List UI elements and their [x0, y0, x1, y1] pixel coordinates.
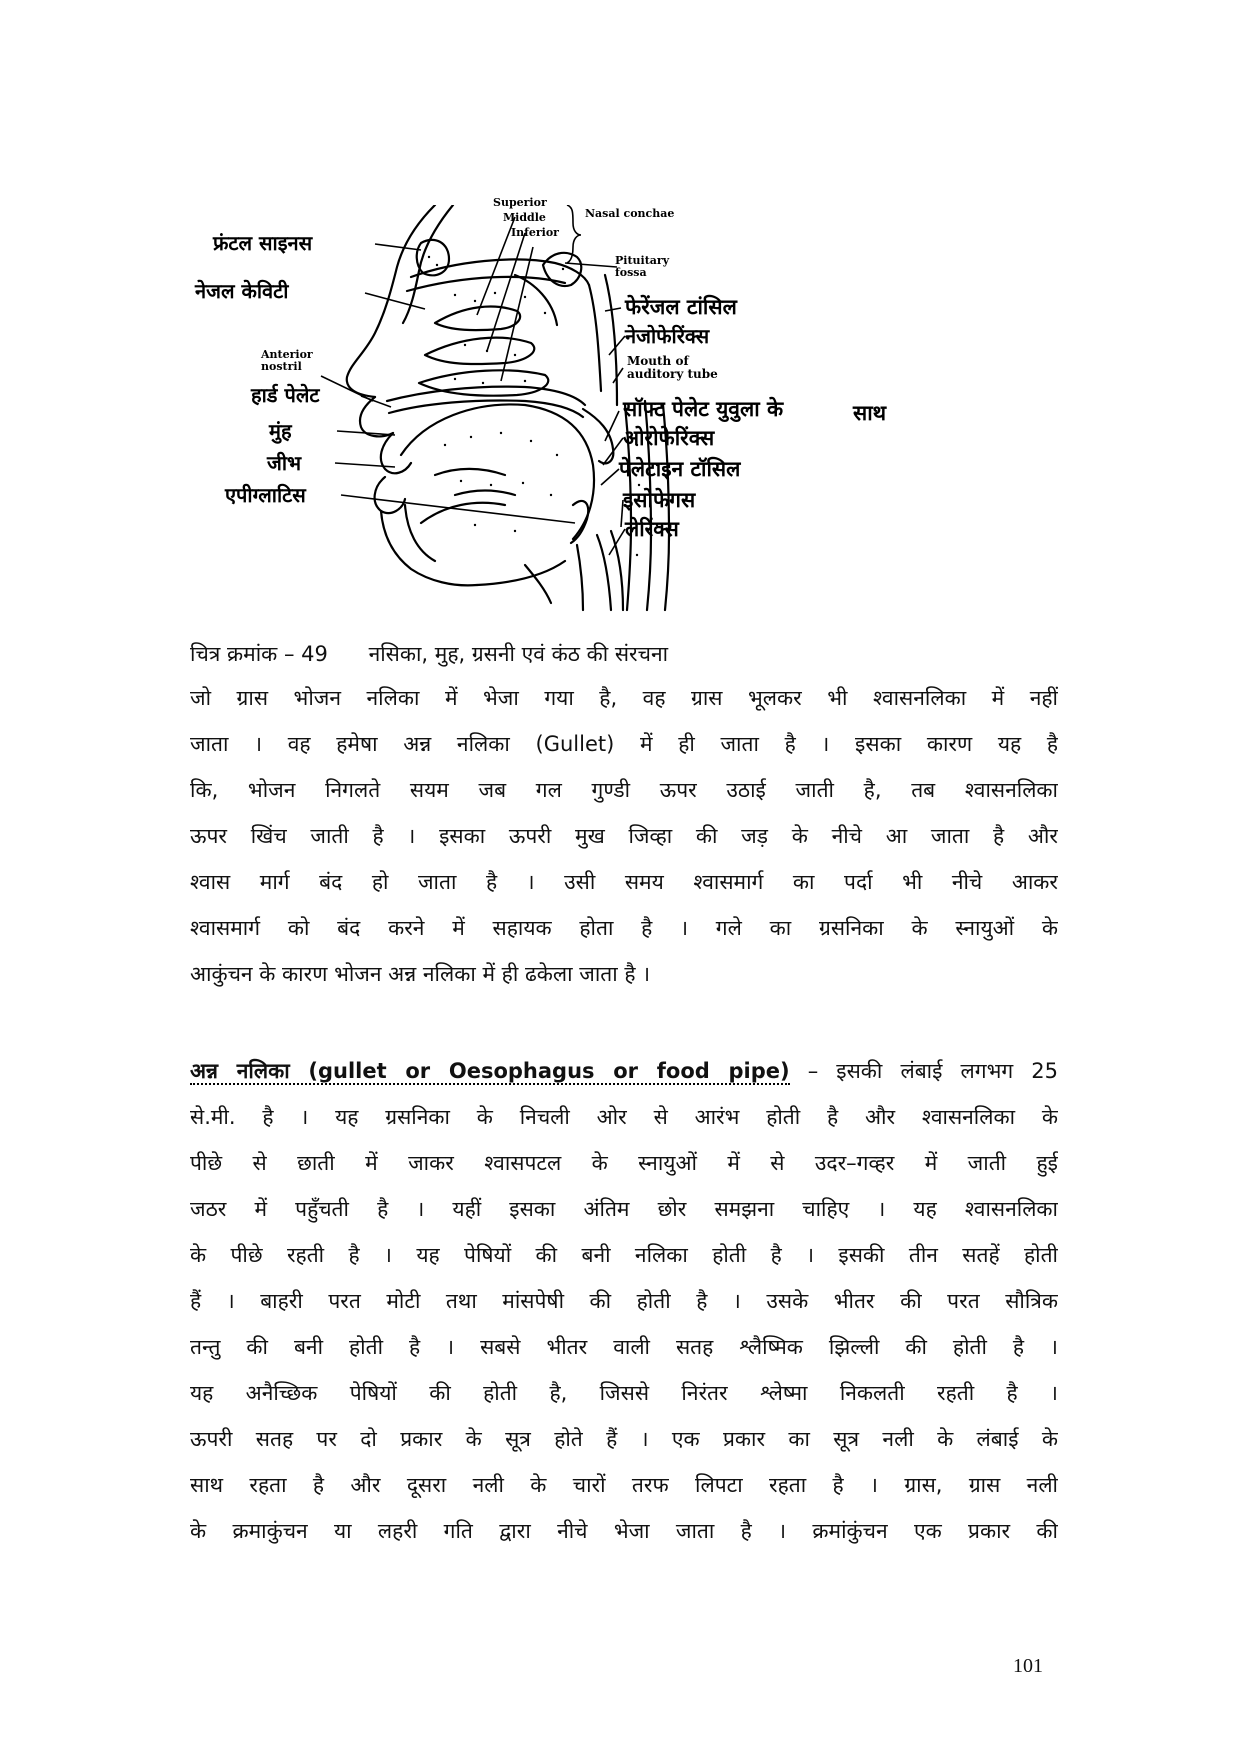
- label-pharyngeal-tonsil: फेरेंजल टांसिल: [625, 295, 737, 319]
- text-line: आकुंचन के कारण भोजन अन्न नलिका में ही ढकेला जाता है ।: [190, 962, 651, 986]
- text-line: तन्तु की बनी होती है । सबसे भीतर वाली सतह श्लैष्मिक झिल्ली की होती है ।: [190, 1335, 1058, 1359]
- label-epiglottis: एपीग्लाटिस: [225, 483, 306, 507]
- text-line: साथ रहता है और दूसरा नली के चारों तरफ लिपटा रहता है । ग्रास, ग्रास नली: [190, 1473, 1058, 1497]
- text-line: हैं । बाहरी परत मोटी तथा मांसपेषी की होती है । उसके भीतर की परत सौत्रिक: [190, 1289, 1058, 1313]
- label-larynx: लेरिंक्स: [625, 517, 679, 541]
- text-line: जो ग्रास भोजन नलिका में भेजा गया है, वह ग्रास भूलकर भी श्वासनलिका में नहीं: [190, 686, 1058, 710]
- label-mouth: मुंह: [269, 419, 292, 443]
- text-line: श्वासमार्ग को बंद करने में सहायक होता है । गले का ग्रसनिका के स्नायुओं के: [190, 916, 1058, 940]
- text-line-heading: [190, 1048, 1058, 1094]
- text-line: के पीछे रहती है । यह पेषियों की बनी नलिका होती है । इसकी तीन सतहें होती: [190, 1243, 1058, 1267]
- anatomy-figure: [195, 196, 1015, 615]
- paragraph-swallowing: [190, 675, 1058, 997]
- label-oesophagus: इसोफेगस: [623, 488, 696, 512]
- label-hard-palate: हार्ड पेलेट: [251, 383, 320, 407]
- label-conchae-middle: Middle: [503, 211, 546, 224]
- label-frontal-sinus: फ्रंटल साइनस: [213, 231, 313, 255]
- heading-rest: – इसकी लंबाई लगभग 25: [807, 1059, 1058, 1083]
- figure-number: चित्र क्रमांक – 49: [190, 642, 328, 666]
- figure-caption: [190, 640, 668, 668]
- label-mouth-of-auditory-tube: Mouth of auditory tube: [627, 354, 718, 381]
- text-line: ऊपरी सतह पर दो प्रकार के सूत्र होते हैं । एक प्रकार का सूत्र नली के लंबाई के: [190, 1427, 1058, 1451]
- text-line: श्वास मार्ग बंद हो जाता है । उसी समय श्वासमार्ग का पर्दा भी नीचे आकर: [190, 870, 1058, 894]
- figure-title: नसिका, मुह, ग्रसनी एवं कंठ की संरचना: [368, 642, 669, 666]
- section-heading: अन्न नलिका (gullet or Oesophagus or food pipe): [190, 1059, 790, 1083]
- label-soft-palate: सॉफ्ट पेलेट युवुला के: [623, 397, 784, 421]
- label-nasal-conchae: Nasal conchae: [585, 207, 675, 220]
- label-anterior-nostril: Anterior nostril: [261, 348, 313, 373]
- label-tongue: जीभ: [267, 451, 302, 475]
- label-nasopharynx: नेजोफेरिंक्स: [625, 324, 710, 348]
- text-line: के क्रमाकुंचन या लहरी गति द्वारा नीचे भेजा जाता है । क्रमांकुंचन एक प्रकार की: [190, 1519, 1058, 1543]
- paragraph-oesophagus: [190, 1048, 1058, 1554]
- text-line: से.मी. है । यह ग्रसनिका के निचली ओर से आरंभ होती है और श्वासनलिका के: [190, 1105, 1058, 1129]
- label-pituitary-fossa: Pituitary fossa: [615, 254, 670, 279]
- label-conchae-inferior: Inferior: [511, 226, 559, 239]
- text-line: ऊपर खिंच जाती है । इसका ऊपरी मुख जिव्हा की जड़ के नीचे आ जाता है और: [190, 824, 1058, 848]
- label-soft-palate-with: साथ: [853, 401, 887, 425]
- text-line: जाता । वह हमेषा अन्न नलिका (Gullet) में ही जाता है । इसका कारण यह है: [190, 732, 1058, 756]
- label-nasal-cavity: नेजल केविटी: [195, 279, 289, 303]
- label-conchae-superior: Superior: [493, 196, 547, 209]
- text-line: कि, भोजन निगलते सयम जब गल गुण्डी ऊपर उठाई जाती है, तब श्वासनलिका: [190, 778, 1058, 802]
- page-number: 101: [1013, 1655, 1043, 1677]
- label-oropharynx: ओरोफेरिंक्स: [623, 426, 715, 450]
- text-line: यह अनैच्छिक पेषियों की होती है, जिससे निरंतर श्लेष्मा निकलती रहती है ।: [190, 1381, 1058, 1405]
- text-line: पीछे से छाती में जाकर श्वासपटल के स्नायुओं में से उदर–गव्हर में जाती हुई: [190, 1151, 1058, 1175]
- text-line: जठर में पहुँचती है । यहीं इसका अंतिम छोर समझना चाहिए । यह श्वासनलिका: [190, 1197, 1058, 1221]
- label-palatine-tonsil: पेलेटाइन टॉसिल: [619, 457, 741, 481]
